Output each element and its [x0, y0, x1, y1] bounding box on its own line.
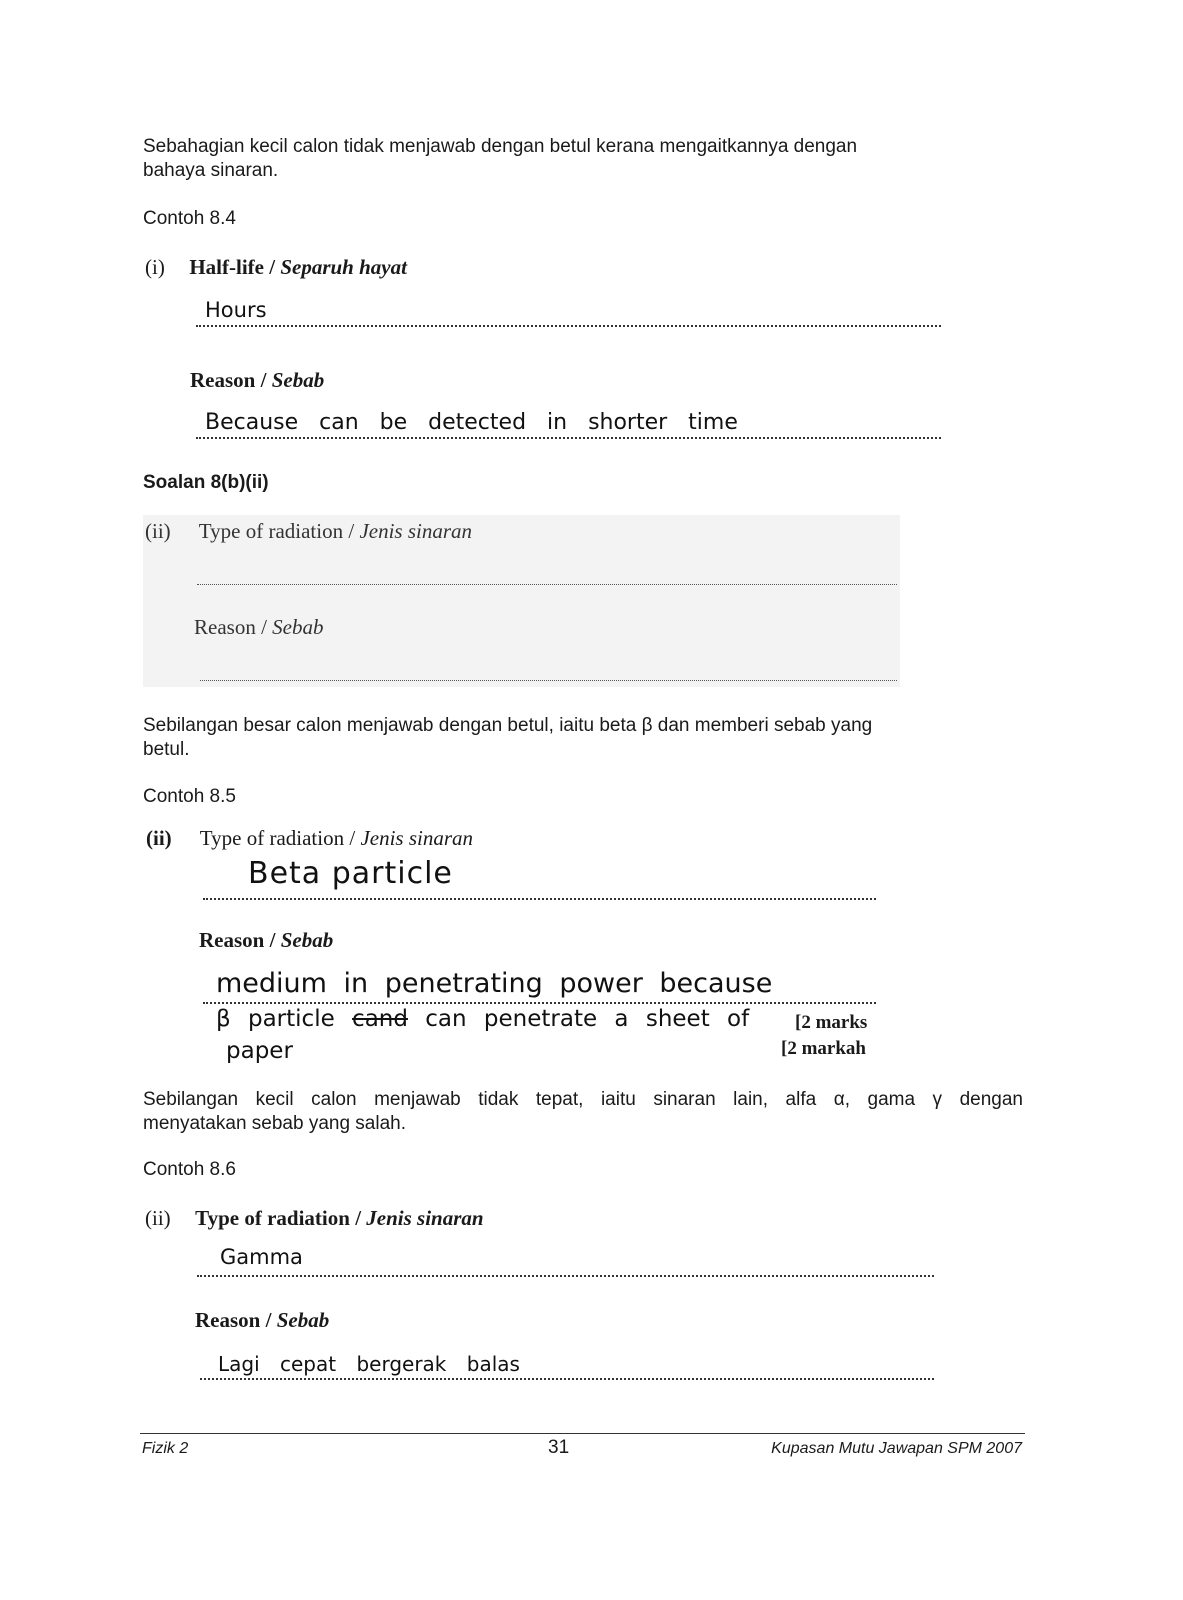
contoh-8-6-reason-answer: Lagi cepat bergerak balas	[218, 1352, 520, 1376]
paragraph-1-line-2: bahaya sinaran.	[143, 160, 279, 181]
contoh-8-5-reason-label: Reason / Sebab	[199, 928, 334, 952]
contoh-8-5-reason-line-1: medium in penetrating power because	[216, 968, 773, 999]
paragraph-3	[143, 1088, 1023, 1136]
reason-dotted-line	[203, 1002, 876, 1004]
answer-dotted-line	[197, 1275, 934, 1277]
contoh-8-6-question	[145, 1206, 484, 1231]
question-label-ms: Jenis sinaran	[366, 1206, 484, 1230]
contoh-8-4-question	[145, 255, 407, 280]
reason-dotted-line	[196, 437, 941, 439]
question-number: (i)	[145, 255, 165, 279]
paragraph-1	[143, 135, 973, 183]
question-label: Half-life /	[189, 255, 276, 279]
contoh-8-6-title: Contoh 8.6	[143, 1159, 236, 1180]
contoh-8-5-question	[146, 826, 473, 851]
paragraph-1-line-1: Sebahagian kecil calon tidak menjawab dengan betul kerana mengaitkannya dengan	[143, 136, 858, 157]
paragraph-3-line-1: Sebilangan kecil calon menjawab tidak tepat, iaitu sinaran lain, alfa α, gama γ dengan	[143, 1089, 1023, 1110]
reason-dotted-line	[200, 680, 897, 681]
contoh-8-5-reason-line-3: paper	[226, 1038, 293, 1064]
reason-dotted-line	[200, 1378, 934, 1380]
contoh-8-4-answer: Hours	[205, 298, 267, 322]
question-label: Type of radiation /	[199, 826, 356, 850]
answer-dotted-line	[196, 325, 941, 327]
footer-right: Kupasan Mutu Jawapan SPM 2007	[771, 1440, 1022, 1457]
question-number: (ii)	[145, 519, 171, 543]
footer-rule	[140, 1433, 1025, 1434]
paragraph-2-line-1: Sebilangan besar calon menjawab dengan betul, iaitu beta β dan memberi sebab yang	[143, 715, 873, 736]
contoh-8-4-title: Contoh 8.4	[143, 208, 236, 229]
markah-label: [2 markah	[781, 1038, 866, 1059]
marks-label: [2 marks	[795, 1012, 868, 1033]
question-label-ms: Jenis sinaran	[359, 519, 473, 543]
contoh-8-4-reason-answer: Because can be detected in shorter time	[205, 410, 738, 435]
answer-dotted-line	[197, 584, 897, 585]
struck-word: cand	[352, 1006, 408, 1032]
footer-left: Fizik 2	[142, 1440, 189, 1457]
question-number: (ii)	[145, 1206, 171, 1230]
paragraph-2	[143, 714, 1003, 762]
contoh-8-5-title: Contoh 8.5	[143, 786, 236, 807]
question-number: (ii)	[146, 826, 172, 850]
paragraph-3-line-2: menyatakan sebab yang salah.	[143, 1113, 407, 1134]
question-label: Type of radiation /	[198, 519, 355, 543]
paragraph-2-line-2: betul.	[143, 739, 190, 760]
soalan-heading: Soalan 8(b)(ii)	[143, 472, 269, 493]
contoh-8-4-reason-label: Reason / Sebab	[190, 368, 325, 392]
soalan-reason-label: Reason / Sebab	[194, 615, 324, 639]
question-label-ms: Separuh hayat	[280, 255, 407, 279]
contoh-8-6-answer: Gamma	[220, 1245, 303, 1269]
question-label-ms: Jenis sinaran	[360, 826, 474, 850]
contoh-8-5-answer: Beta particle	[248, 856, 453, 891]
soalan-question	[145, 519, 472, 544]
page-number: 31	[548, 1437, 570, 1458]
question-label: Type of radiation /	[195, 1206, 362, 1230]
answer-dotted-line	[203, 898, 876, 900]
contoh-8-6-reason-label: Reason / Sebab	[195, 1308, 330, 1332]
contoh-8-5-reason-line-2: β particle cand can penetrate a sheet of	[216, 1006, 750, 1032]
